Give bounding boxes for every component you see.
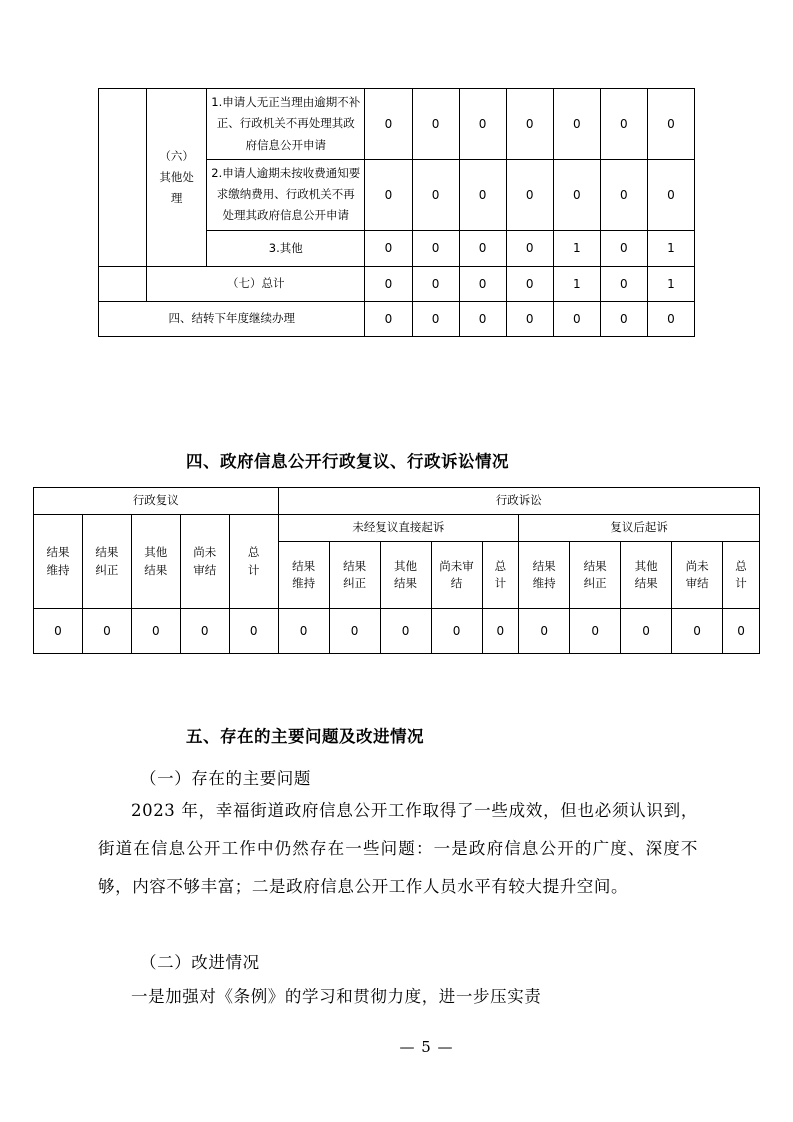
cell-value: 0 — [506, 89, 553, 160]
section-heading-5: 五、存在的主要问题及改进情况 — [186, 727, 424, 746]
cell-value: 0 — [412, 89, 459, 160]
cell-value: 0 — [229, 609, 278, 654]
leaf-direct-upheld: 结果 维持 — [278, 542, 329, 609]
cell-value: 0 — [506, 230, 553, 267]
cell-value: 0 — [519, 609, 570, 654]
table-header-row-mid — [34, 515, 760, 542]
cell-value: 0 — [82, 609, 131, 654]
cell-value: 0 — [672, 609, 723, 654]
leaf-direct-other: 其他 结果 — [380, 542, 431, 609]
cell-value: 0 — [459, 89, 506, 160]
leaf-after-upheld: 结果 维持 — [519, 542, 570, 609]
leaf-review-pending: 尚未 审结 — [180, 515, 229, 609]
leaf-direct-pending: 尚未审 结 — [431, 542, 482, 609]
leaf-direct-corrected: 结果 纠正 — [329, 542, 380, 609]
cell-value: 0 — [380, 609, 431, 654]
leaf-review-other: 其他 结果 — [131, 515, 180, 609]
leaf-direct-total: 总 计 — [482, 542, 519, 609]
cell-value: 0 — [621, 609, 672, 654]
leaf-after-pending: 尚未 审结 — [672, 542, 723, 609]
table-header-row-top — [34, 488, 760, 515]
row-item-label: 1.申请人无正当理由逾期不补正、行政机关不再处理其政府信息公开申请 — [207, 89, 365, 160]
cell-value: 0 — [365, 89, 412, 160]
table-review-litigation — [33, 487, 760, 654]
header-after-review-litigation: 复议后起诉 — [519, 515, 760, 542]
cell-value: 0 — [34, 609, 83, 654]
cell-value: 0 — [647, 159, 694, 230]
cell-value: 0 — [329, 609, 380, 654]
cell-value: 0 — [600, 267, 647, 302]
group-label-line-1: （六） — [159, 148, 194, 163]
subsection-body-1: 2023 年，幸福街道政府信息公开工作取得了一些成效，但也必须认识到，街道在信息公开工作中仍然存在一些问题：一是政府信息公开的广度、深度不够，内容不够丰富；二是政府信息公开工作人员水平有较大提升空间。 — [98, 801, 698, 896]
header-administrative-review: 行政复议 — [34, 488, 279, 515]
cell-value: 0 — [600, 159, 647, 230]
row-item-label: （七）总计 — [147, 267, 365, 302]
row-item-label: 2.申请人逾期未按收费通知要求缴纳费用、行政机关不再处理其政府信息公开申请 — [207, 159, 365, 230]
cell-value: 0 — [365, 159, 412, 230]
cell-value: 0 — [506, 159, 553, 230]
cell-value: 0 — [600, 89, 647, 160]
cell-value: 0 — [412, 267, 459, 302]
page-number — [0, 1038, 793, 1056]
subsection-body-2: 一是加强对《条例》的学习和贯彻力度，进一步压实责 — [131, 987, 542, 1006]
subsection-title-2: （二）改进情况 — [140, 953, 260, 972]
table-row — [99, 267, 695, 302]
leaf-review-corrected: 结果 纠正 — [82, 515, 131, 609]
cell-value: 0 — [365, 302, 412, 337]
section-heading-4: 四、政府信息公开行政复议、行政诉讼情况 — [186, 452, 509, 471]
cell-value: 0 — [506, 302, 553, 337]
cell-value: 0 — [647, 89, 694, 160]
cell-value: 0 — [482, 609, 519, 654]
cell-value: 0 — [553, 302, 600, 337]
header-direct-litigation: 未经复议直接起诉 — [278, 515, 519, 542]
leaf-review-upheld: 结果 维持 — [34, 515, 83, 609]
table-value-row — [34, 609, 760, 654]
cell-value: 0 — [570, 609, 621, 654]
cell-value: 0 — [412, 230, 459, 267]
cell-value: 0 — [365, 230, 412, 267]
cell-value: 1 — [647, 230, 694, 267]
cell-value: 0 — [600, 230, 647, 267]
cell-value: 0 — [431, 609, 482, 654]
cell-value: 0 — [459, 230, 506, 267]
table-continuation — [98, 88, 695, 337]
cell-value: 0 — [553, 89, 600, 160]
cell-value: 0 — [647, 302, 694, 337]
cell-value: 0 — [365, 267, 412, 302]
cell-value: 0 — [459, 159, 506, 230]
administrative-review-litigation-table — [33, 487, 760, 654]
leaf-after-total: 总 计 — [723, 542, 760, 609]
leaf-after-corrected: 结果 纠正 — [570, 542, 621, 609]
page-number-text: — 5 — — [399, 1038, 454, 1056]
table-row — [99, 302, 695, 337]
cell-value: 0 — [278, 609, 329, 654]
outer-group-cell — [99, 89, 147, 267]
row-item-label: 四、结转下年度继续办理 — [99, 302, 365, 337]
cell-value: 0 — [180, 609, 229, 654]
cell-value: 1 — [553, 230, 600, 267]
leaf-review-total: 总 计 — [229, 515, 278, 609]
group-label-line-3: 理 — [170, 191, 183, 206]
cell-value: 0 — [723, 609, 760, 654]
table-row — [99, 89, 695, 160]
cell-value: 0 — [131, 609, 180, 654]
cell-value: 1 — [553, 267, 600, 302]
leaf-after-other: 其他 结果 — [621, 542, 672, 609]
cell-value: 0 — [506, 267, 553, 302]
header-administrative-litigation: 行政诉讼 — [278, 488, 759, 515]
row-item-label: 3.其他 — [207, 230, 365, 267]
cell-value: 0 — [600, 302, 647, 337]
cell-value: 0 — [553, 159, 600, 230]
cell-value: 0 — [412, 159, 459, 230]
group-label-cell — [147, 89, 207, 267]
group-label-line-2: 其他处 — [159, 170, 194, 185]
cell-value: 0 — [459, 302, 506, 337]
outer-group-cell — [99, 267, 147, 302]
subsection-title-1: （一）存在的主要问题 — [140, 769, 311, 788]
disclosure-handling-table — [98, 88, 695, 337]
cell-value: 0 — [412, 302, 459, 337]
cell-value: 1 — [647, 267, 694, 302]
cell-value: 0 — [459, 267, 506, 302]
